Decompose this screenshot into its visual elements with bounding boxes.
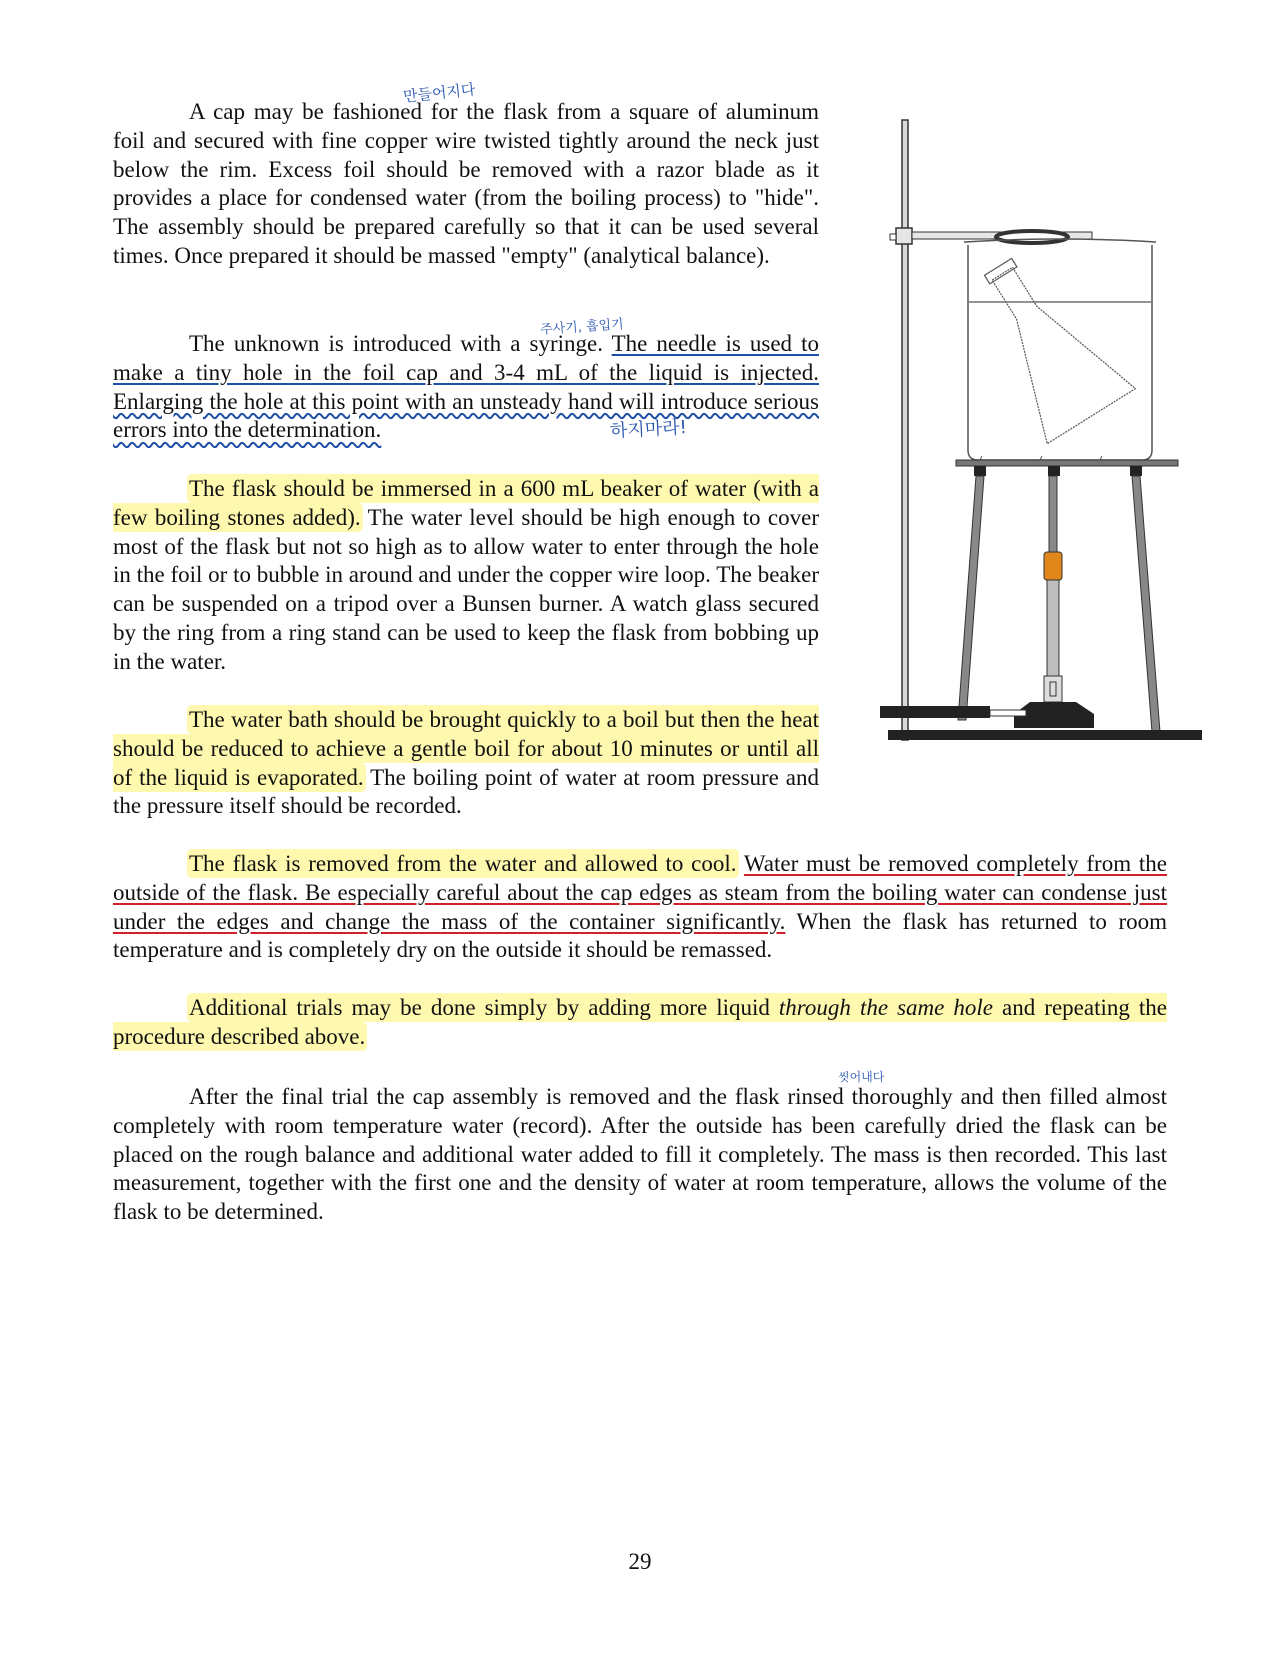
cooling-highlight: The flask is removed from the water and allowed to cool.: [189, 851, 737, 876]
immersion-rest: The water level should be high enough to cover most of the flask but not so high as to allow water to enter through the hole in the foil or to bubble in around and under the copper wire loop. The beaker can be suspended on a tripod over a Bunsen burner. A watch glass secured by the ring from a ring stand can be used to keep the flask from bobbing up in the water.: [113, 504, 819, 674]
ring-stand-beaker-bunsen-burner-diagram: [880, 110, 1202, 790]
watch-glass: [996, 231, 1068, 243]
needle-sentence-underlined: The needle is used to make a tiny hole in the foil cap and 3-4 mL of the liquid is injected.: [113, 331, 819, 385]
boiling-highlight: The water bath should be brought quickly to a boil but then the heat should be reduced to achieve a gentle boil for about 10 minutes or until all of the liquid is evaporated.: [113, 707, 819, 790]
handwritten-note-rinsed: 씻어내다: [838, 1070, 885, 1084]
paragraph-flask-cap: A cap may be fashioned for the flask from a square of aluminum foil and secured with fine copper wire twisted tightly around the neck just below the rim. Excess foil should be removed with a razor blade as it provides a place for condensed water (from the boiling process) to "hide". The assembly should be prepared carefully so that it can be used several times. Once prepared it should be massed "empty" (analytical balance).: [113, 99, 819, 268]
paragraph-syringe: [113, 330, 819, 445]
paragraph-additional-trials: [113, 994, 1167, 1052]
drying-warning-underlined: Water must be removed completely from the outside of the flask. Be especially careful about the cap edges as steam from the boiling water can condense just under the edges and change the mass of the container significantly.: [113, 851, 1167, 934]
tripod-leg-right: [1132, 476, 1160, 732]
cooling-rest: When the flask has returned to room temperature and is completely dry on the outside it should be remassed.: [113, 908, 1167, 963]
warning-sentence-wavy: Enlarging the hole at this point with an unsteady hand will introduce serious errors into the determination.: [113, 388, 819, 443]
ring-stand-base: [880, 706, 990, 718]
handwritten-note-warning: 하지마라!: [609, 417, 688, 442]
handwritten-note-fashioned: 만들어지다: [402, 80, 477, 106]
syringe-sentence: The unknown is introduced with a syringe.: [189, 331, 612, 356]
tripod-leg-left: [958, 476, 984, 720]
burner-air-vent: [1044, 676, 1062, 702]
paragraph-cooling: [113, 850, 1167, 965]
page-number: 29: [628, 1549, 652, 1574]
gas-inlet: [990, 710, 1026, 716]
tripod-top: [956, 460, 1178, 466]
trials-text-end: and repeating the procedure described above.: [113, 995, 1167, 1049]
paragraph-immersion: [113, 475, 819, 677]
immersion-highlight: The flask should be immersed in a 600 mL beaker of water (with a few boiling stones added).: [113, 476, 819, 530]
clamp: [896, 228, 912, 244]
handwritten-note-syringe: 주사기, 흡입기: [539, 317, 625, 338]
trials-text-italic: through the same hole: [778, 995, 993, 1020]
cooling-space: [737, 851, 744, 876]
tripod-foot-left: [974, 466, 986, 476]
paragraph-boiling: [113, 706, 819, 821]
trials-text-start: Additional trials may be done simply by adding more liquid: [189, 995, 779, 1020]
apparatus-figure: [880, 110, 1202, 790]
clamp-screw: [890, 234, 896, 240]
tripod-foot-center: [1048, 466, 1060, 476]
boiling-rest: The boiling point of water at room pressure and the pressure itself should be recorded.: [113, 764, 819, 819]
bench-base: [888, 730, 1202, 740]
burner-tube-top: [1049, 476, 1057, 556]
ring-stand-rod: [902, 120, 908, 740]
burner-collar: [1044, 552, 1062, 580]
burner-barrel: [1047, 580, 1059, 680]
tripod-foot-right: [1130, 466, 1142, 476]
paragraph-final-trial: After the final trial the cap assembly is removed and the flask rinsed thoroughly and then filled almost completely with room temperature water (record). After the outside has been carefully dried the flask can be placed on the rough balance and additional water added to fill it completely. The mass is then recorded. This last measurement, together with the first one and the density of water at room temperature, allows the volume of the flask to be determined.: [113, 1084, 1167, 1225]
trials-highlight: [113, 995, 1167, 1049]
